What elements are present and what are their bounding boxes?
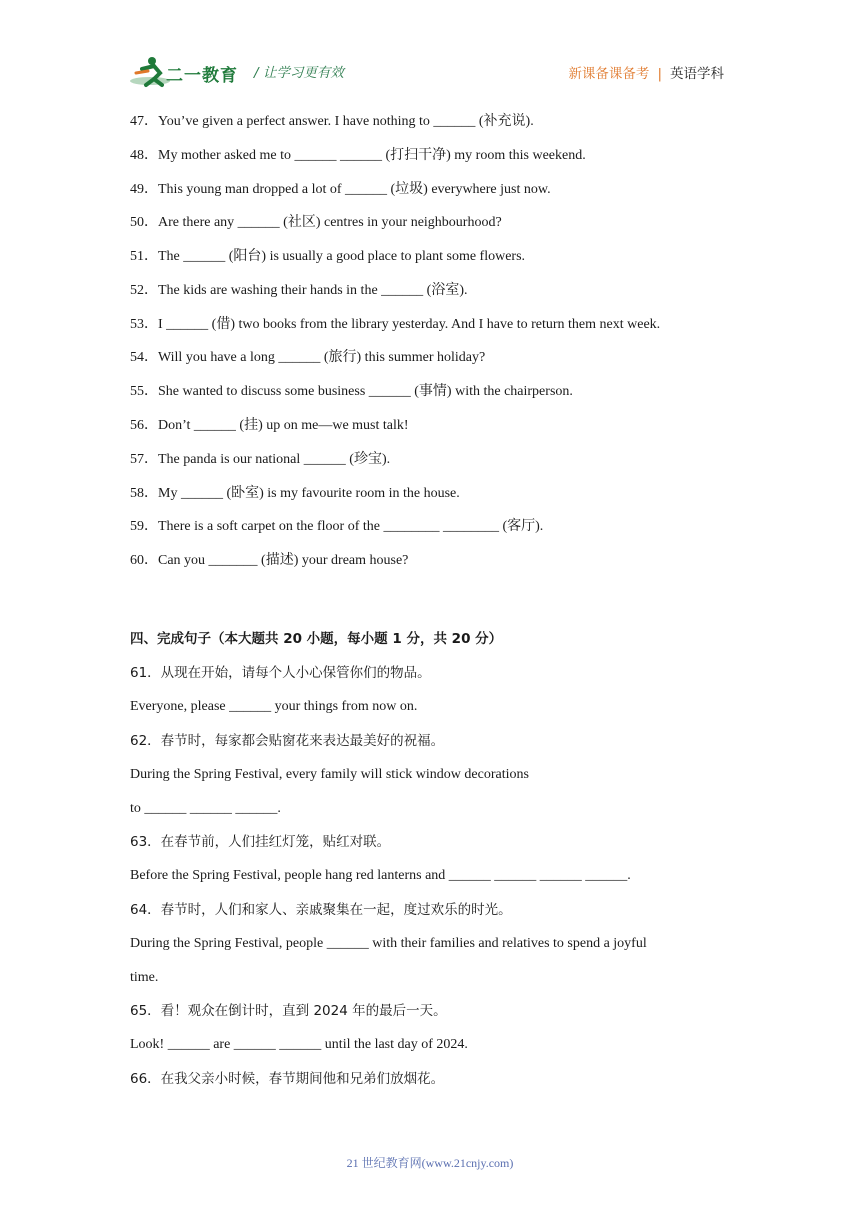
question-50: 50．Are there any ______ (社区) centres in your neighbourhood? (130, 215, 502, 230)
header-separator: | (657, 66, 662, 82)
question-62-cn: 62．春节时，每家都会贴窗花来表达最美好的祝福。 (130, 733, 445, 749)
question-64-cn: 64．春节时，人们和家人、亲戚聚集在一起，度过欢乐的时光。 (130, 902, 512, 918)
question-62-en: During the Spring Festival, every family will stick window decorations (130, 767, 529, 782)
question-51: 51．The ______ (阳台) is usually a good place to plant some flowers. (130, 249, 526, 264)
question-55: 55．She wanted to discuss some business ______ (事情) with the chairperson. (130, 384, 573, 399)
question-60: 60．Can you _______ (描述) your dream house? (130, 553, 409, 568)
header-subject: 英语学科 (670, 66, 724, 82)
question-49: 49．This young man dropped a lot of ______ (垃圾) everywhere just now. (130, 182, 551, 197)
question-64-en: During the Spring Festival, people ______ with their families and relatives to spend a joyful (130, 936, 647, 951)
question-63-en: Before the Spring Festival, people hang red lanterns and ______ ______ ______ ______. (130, 868, 631, 883)
question-61-en: Everyone, please ______ your things from now on. (130, 699, 418, 714)
question-64-en-cont: time. (130, 970, 159, 985)
question-53: 53．I ______ (借) two books from the library yesterday. And I have to return them next week. (130, 317, 661, 332)
question-48: 48．My mother asked me to ______ ______ (打扫干净) my room this weekend. (130, 148, 586, 163)
question-59: 59．There is a soft carpet on the floor of the ________ ________ (客厅). (130, 519, 544, 534)
question-65-en: Look! ______ are ______ ______ until the last day of 2024. (130, 1037, 468, 1052)
section-title: 四、完成句子（本大题共 20 小题，每小题 1 分，共 20 分） (130, 631, 503, 647)
question-61-cn: 61．从现在开始，请每个人小心保管你们的物品。 (130, 665, 431, 681)
question-66-cn: 66．在我父亲小时候，春节期间他和兄弟们放烟花。 (130, 1071, 445, 1087)
question-65-cn: 65．看！观众在倒计时，直到 2024 年的最后一天。 (130, 1003, 447, 1019)
logo-text: 二一教育 (166, 66, 238, 86)
question-52: 52．The kids are washing their hands in the ______ (浴室). (130, 283, 468, 298)
page-footer: 21 世纪教育网(www.21cnjy.com) (346, 1156, 514, 1170)
question-63-cn: 63．在春节前，人们挂红灯笼，贴红对联。 (130, 834, 391, 850)
question-54: 54．Will you have a long ______ (旅行) this summer holiday? (130, 350, 486, 365)
question-58: 58．My ______ (卧室) is my favourite room in the house. (130, 486, 460, 501)
page-header (0, 0, 860, 100)
header-right (568, 62, 724, 82)
slogan: / 让学习更有效 (254, 65, 344, 81)
question-56: 56．Don’t ______ (挂) up on me—we must talk! (130, 418, 409, 433)
question-47: 47．You’ve given a perfect answer. I have nothing to ______ (补充说). (130, 114, 534, 129)
question-62-en-cont: to ______ ______ ______. (130, 801, 281, 816)
question-57: 57．The panda is our national ______ (珍宝). (130, 452, 391, 467)
header-label: 新课备课备考 (568, 66, 650, 82)
